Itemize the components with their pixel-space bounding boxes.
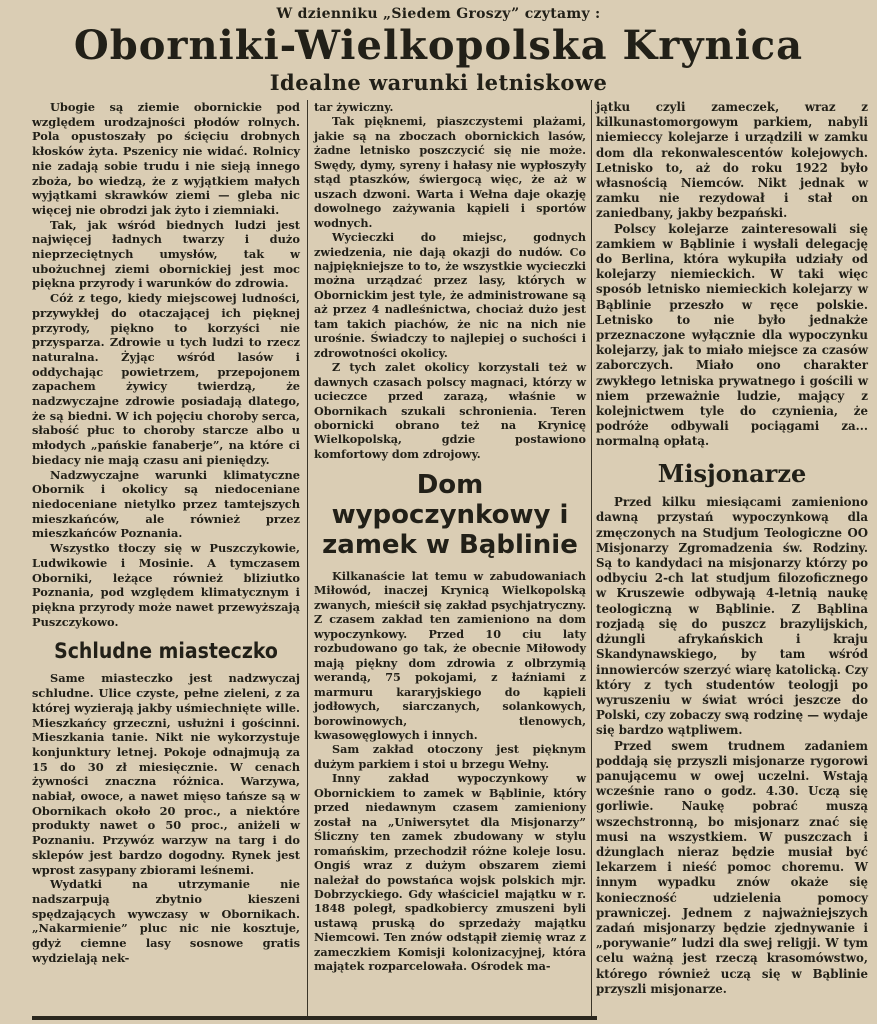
paragraph: Polscy kolejarze zainteresowali się zamkiem w Bąblinie i wysłali delegację do Berlina, która wykupiła udziały od kolejarzy niemieckich. W taki więc sposób letnisko niemieckich kolejarzy w Bąblinie przeszło w ręce polskie. Letnisko to nie było jednakże przeznaczone wyłącznie dla wypoczynku kolejarzy, jak to miało miejsce za czasów zaborczych. Miało ono charakter zwykłego letniska prywatnego i gościli w niem przeważnie ludzie, mający z kolejnictwem tyle do czynienia, że podróże odbywali pociągami za... normalną opłatą. [596,221,868,449]
paragraph: Tak pięknemi, piaszczystemi plażami, jakie są na zboczach obornickich lasów, żadne letnisko poszczycić się nie może. Swędy, dymy, syreny i hałasy nie wypłoszyły stąd ptaszków, świergocą więc, że aż w uszach dzwoni. Warta i Wełna daje okazję dowolnego zażywania kąpieli i sportów wodnych. [314,114,586,230]
paragraph: Tak, jak wśród biednych ludzi jest najwięcej ładnych twarzy i dużo nieprzeciętnych umysłów, tak w ubożuchnej ziemi obornickiej jest moc piękna przyrody i warunków do zdrowia. [32,217,300,291]
paragraph: Wydatki na utrzymanie nie nadszarpują zbytnio kieszeni spędzających wywczasy w Obornikach. „Nakarmienie” pluc nic nie kosztuje, gdyż ciemne lasy sosnowe gratis wydzielają nek- [32,877,300,965]
paragraph: Nadzwyczajne warunki klimatyczne Obornik i okolicy są niedoceniane niedoceniane nietylko przez tamtejszych mieszkańców, ale również przez mieszkańców Poznania. [32,467,300,541]
section-heading: Dom wypoczynkowy i zamek w Bąblinie [322,470,578,561]
paragraph: Ubogie są ziemie obornickie pod względem urodzajności płodów rolnych. Pola opustoszały po ścięciu drobnych kłosków żyta. Pszenicy nie widać. Rolnicy nie zadają sobie trudu i nie sieją innego zboża, bo wiedzą, że z wyjątkiem małych wyjątkami skrawków ziemi — gleba nic więcej nie obrodzi jak żyto i ziemniaki. [32,100,300,217]
subheadline: Idealne warunki letniskowe [269,70,608,95]
paragraph: Inny zakład wypoczynkowy w Obornickiem to zamek w Bąblinie, który przed niedawnym czasem zamieniony został na „Uniwersytet dla Misjonarzy” Śliczny ten zamek zbudowany w stylu romańskim, przechodził różne koleje losu. Ongiś wraz z dużym obszarem ziemi należał do powstańca wojsk polskich mjr. Dobrzyckiego. Gdy właściciel majątku w r. 1848 poległ, spadkobiercy zmuszeni byli ustawą pruską do sprzedaży majątku Niemcowi. Ten znów odstąpił ziemię wraz z zameczkiem Komisji kolonizacyjnej, która majątek rozparcelowała. Ośrodek ma- [314,771,586,974]
paragraph: Wszystko tłoczy się w Puszczykowie, Ludwikowie i Mosinie. A tymczasem Oborniki, leżące również bliziutko Poznania, pod względem klimatycznym i piękna przyrody może nawet przewyższają Puszczykowo. [32,541,300,629]
article-column-1 [32,100,300,966]
paragraph: Przed swem trudnem zadaniem poddają się przyszli misjonarze rygorowi panującemu w owej uczelni. Wstają wcześnie rano o godz. 4.30. Uczą się gorliwie. Naukę pobrać muszą wszechstronną, bo misjonarz znać się musi na wszystkiem. W puszczach i dżunglach nieraz będzie musiał być lekarzem i nieść pomoc choremu. W innym wypadku znów okaże się konieczność udzielenia pomocy prawniczej. Jednem z najważniejszych zadań misjonarzy będzie zjednywanie i „porywanie” ludzi dla swej religji. W tym celu ważną jest rzeczą krasomówstwo, którego również uczą się w Bąblinie przyszli misjonarze. [596,738,868,996]
bottom-rule [32,1016,597,1020]
headline: Oborniki-Wielkopolska Krynica [73,22,804,69]
paragraph: Sam zakład otoczony jest pięknym dużym parkiem i stoi u brzegu Wełny. [314,742,586,771]
paragraph: tar żywiczny. [314,100,394,114]
paragraph: jątku czyli zameczek, wraz z kilkunastomorgowym parkiem, nabyli niemieccy kolejarze i urządzili w zamku dom dla rekonwalescentów kolejowych. Letnisko to, aż do roku 1922 było własnością Niemców. Nikt jednak w zamku nie rezydował i stał on zaniedbany, jakby bezpański. [596,100,868,221]
article-column-2 [314,100,586,974]
kicker-line: W dzienniku „Siedem Groszy” czytamy : [276,6,601,22]
column-divider [591,100,592,1020]
paragraph: Cóż z tego, kiedy miejscowej ludności, przywykłej do otaczającej ich pięknej przyrody, piękno to korzyści nie przysparza. Zdrowie u tych ludzi to rzecz naturalna. Żyjąc wśród lasów i oddychając powietrzem, przepojonem zapachem żywicy twierdzą, że nadzwyczajne zdrowie posiadają dlatego, że są biedni. W ich pojęciu choroby serca, słabość płuc to choroby starcze albo u młodych „pańskie fanaberje”, na które ci biedacy nie mają czasu ani pieniędzy. [32,291,300,467]
section-heading: Schludne miasteczko [54,639,278,664]
paragraph: Kilkanaście lat temu w zabudowaniach Miłowód, inaczej Krynicą Wielkopolską zwanych, mieścił się zakład psychjatryczny. Z czasem zakład ten zamieniono na dom wypoczynkowy. Przed 10 ciu laty rozbudowano go tak, że obecnie Miłowody mają piękny dom zdrowia z olbrzymią werandą, 75 pokojami, z łaźniami z marmuru kararyjskiego do kąpieli jodłowych, siarczanych, solankowych, borowinowych, tlenowych, kwasowęglowych i innych. [314,569,586,742]
paragraph: Same miasteczko jest nadzwyczaj schludne. Ulice czyste, pełne zieleni, z za której wyzierają jakby uśmiechnięte wille. Mieszkańcy grzeczni, usłużni i gościnni. Mieszkania tanie. Nikt nie wykorzystuje konjunktury letnej. Pokoje odnajmują za 15 do 30 zł miesięcznie. W cenach żywności znaczna różnica. Warzywa, nabiał, owoce, a nawet mięso tańsze są w Obornikach około 20 proc., a niektóre produkty nawet o 50 proc., aniżeli w Poznaniu. Przywóz warzyw na targ i do sklepów jest bardzo dogodny. Rynek jest wprost zasypany zbiorami leśnemi. [32,671,300,877]
section-heading: Misjonarze [657,458,807,488]
column-divider [307,100,308,1020]
paragraph: Z tych zalet okolicy korzystali też w dawnych czasach polscy magnaci, którzy w ucieczce przed zarazą, właśnie w Obornikach szukali schronienia. Teren obornicki obrano też na Krynicę Wielkopolską, gdzie postawiono komfortowy dom zdrojowy. [314,360,586,461]
article-column-3 [596,100,868,997]
paragraph: Wycieczki do miejsc, godnych zwiedzenia, nie dają okazji do nudów. Co najpiękniejsze to to, że wszystkie wycieczki można urządzać przez lasy, których w Obornickim jest tyle, że administrowane są aż przez 4 nadleśnictwa, chociaż dużo jest tam takich piachów, że nic na nich nie urośnie. Świadczy to najlepiej o suchości i zdrowotności okolicy. [314,230,586,360]
paragraph: Przed kilku miesiącami zamieniono dawną przystań wypoczynkową dla zmęczonych na Studjum Teologiczne OO Misjonarzy Zgromadzenia św. Rodziny. Są to kandydaci na misjonarzy którzy po odbyciu 2-ch lat studjum filozoficznego w Kruszewie odbywają 4-letnią naukę teologiczną w Bąblinie. Z Bąblina rozjadą się do puszcz brazylijskich, dżungli afrykańskich i kraju Skandynawskiego, by tam wśród innowierców szerzyć wiarę katolicką. Czy który z tych studentów teologji po wyruszeniu w świat wróci jeszcze do Polski, czy zobaczy swą rodzinę — wydaje się bardzo wątpliwem. [596,495,868,738]
